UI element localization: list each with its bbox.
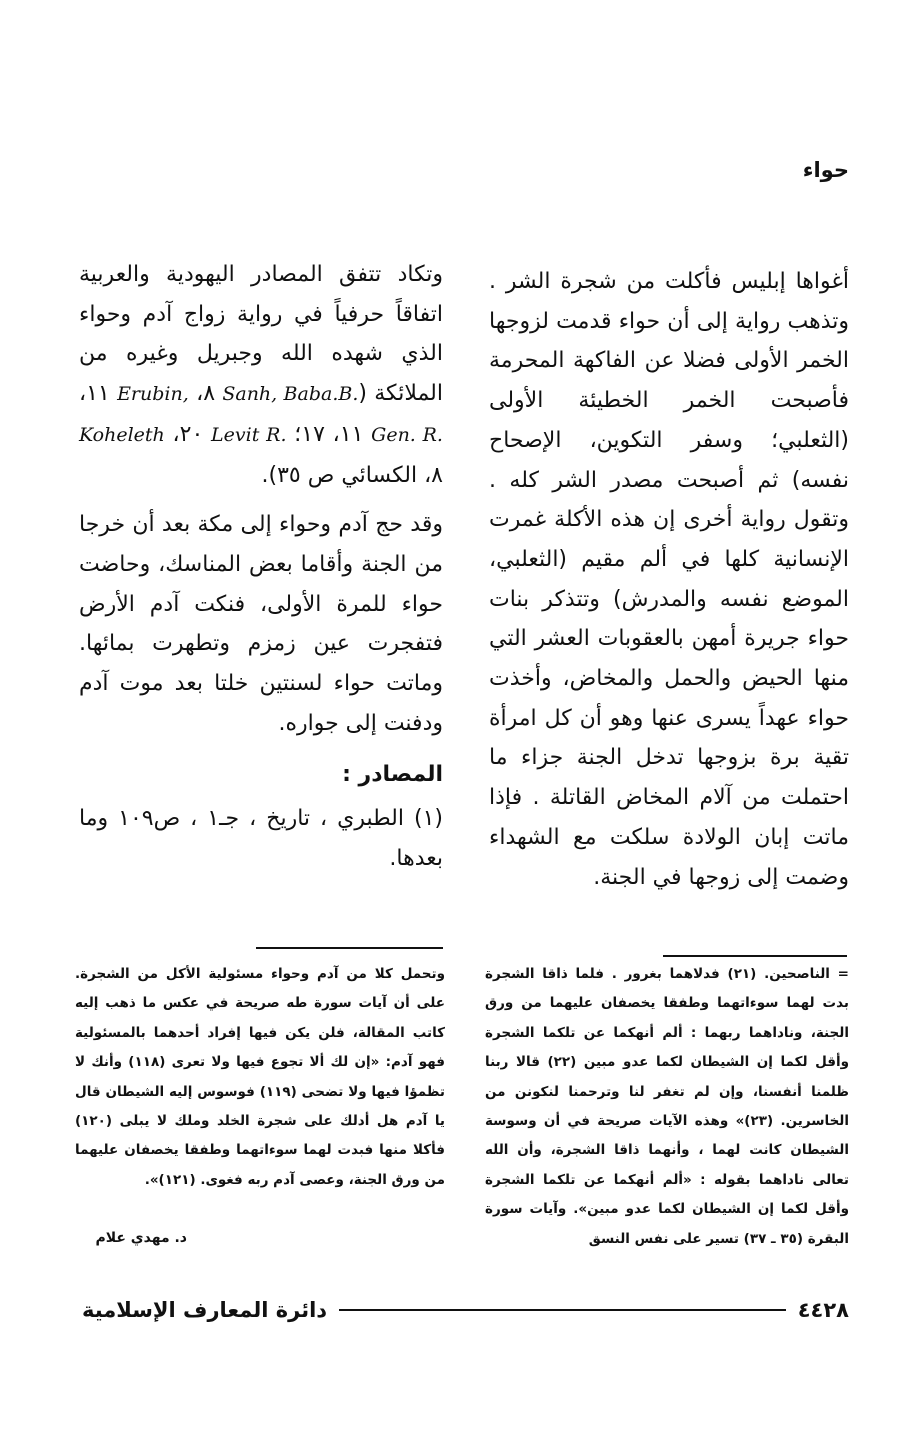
body-paragraph [79,255,443,495]
citation: Erubin, [117,383,189,406]
page-number: ٤٤٢٨ [797,1298,849,1322]
footer-rule [339,1309,786,1311]
sources-heading: المصادر : [342,762,443,788]
citation: Gen. R. [371,423,443,446]
citation-number: ٢٠، [172,421,204,447]
footnote-right: = الناصحين. (٢١) فدلاهما بغرور . فلما ذاقا الشجرة بدت لهما سوءاتهما وطفقا يخصفان عليهما من ورق الجنة، وناداهما ربهما : ألم أنهكما عن تلكما الشجرة وأقل لكما إن الشيطان لكما عدو مبين (٢٢) قالا ربنا ظلمنا أنفسنا، وإن لم تغفر لنا وترحمنا لنكونن من الخاسرين. (٢٣)» وهذه الآيات صريحة في أن وسوسة الشيطان كانت لهما ، وأنهما ذاقا الشجرة، وأن الله تعالى ناداهما بقوله : «ألم أنهكما عن تلكما الشجرة وأقل لكما إن الشيطان لكما عدو مبين». وآيات سورة البقرة (٣٥ ـ ٣٧) تسير على نفس النسق [485,966,849,1247]
footnote-divider [663,955,847,957]
page-footer [82,1290,849,1330]
footnote-divider [256,947,443,949]
footnote-left: وتحمل كلا من آدم وحواء مسئولية الأكل من الشجرة. على أن آيات سورة طه صريحة في عكس ما ذهب إليه كاتب المقالة، فلن يكن فيها إفراد أحدهما بالمسئولية فهو آدم: «إن لك ألا تجوع فيها ولا تعرى (١١٨) وأنك لا تظمؤا فيها ولا تضحى (١١٩) فوسوس إليه الشيطان قال يا آدم هل أدلك على شجرة الخلد وملك لا يبلى (١٢٠) فأكلا منها فبدت لهما سوءاتهما وطفقا يخصفان عليهما من ورق الجنة، وعصى آدم ربه فغوى. (١٢١)». [75,966,445,1188]
encyclopedia-name: دائرة المعارف الإسلامية [82,1298,328,1322]
citation-number: ١١، [332,421,364,447]
author-signature: د. مهدي علام [95,1230,187,1246]
citation-number: ٨، [196,381,216,407]
citation: Levit R. [211,423,287,446]
left-column [79,255,443,879]
citation: Sanh, Baba.B. [222,383,359,406]
paragraph-text: وتكاد تتفق المصادر اليهودية والعربية اتفاقاً حرفياً في رواية زواج آدم وحواء الذي شهده الله وجبريل وغيره من الملائكة ( [79,262,443,407]
citation-number: ١١، [79,381,110,407]
running-head: حواء [802,158,849,182]
body-paragraph: وقد حج آدم وحواء إلى مكة بعد أن خرجا من الجنة وأقاما بعض المناسك، وحاضت حواء للمرة الأولى، فنكت آدم الأرض فتفجرت عين زمزم وتطهرت بمائها. وماتت حواء لسنتين خلتا بعد موت آدم ودفنت إلى جواره. [79,512,443,736]
right-column [489,262,849,897]
citation: Koheleth [79,423,165,446]
source-entry: (١) الطبري ، تاريخ ، جـ١ ، ص١٠٩ وما بعدها. [79,806,443,872]
citation-number: ١٧؛ [294,421,325,447]
body-paragraph: أغواها إبليس فأكلت من شجرة الشر . وتذهب رواية إلى أن حواء قدمت لزوجها الخمر الأولى فضلا عن الفاكهة المحرمة فأصبحت الخمر الخطيئة الأولى (الثعلبي؛ وسفر التكوين، الإصحاح نفسه) ثم أصبحت مصدر الشر كله . وتقول رواية أخرى إن هذه الأكلة غمرت الإنسانية كلها في ألم مقيم (الثعلبي، الموضع نفسه والمدرش) وتتذكر بنات حواء جريرة أمهن بالعقوبات العشر التي منها الحيض والحمل والمخاض، وأخذت حواء عهداً يسرى عنها وهو أن كل امرأة تقية برة بزوجها تدخل الجنة جزاء ما احتملت من آلام المخاض القاتلة . فإذا ماتت إبان الولادة سلكت مع الشهداء وضمت إلى زوجها في الجنة. [489,269,849,890]
paragraph-text: ٨، الكسائي ص ٣٥). [261,462,443,488]
